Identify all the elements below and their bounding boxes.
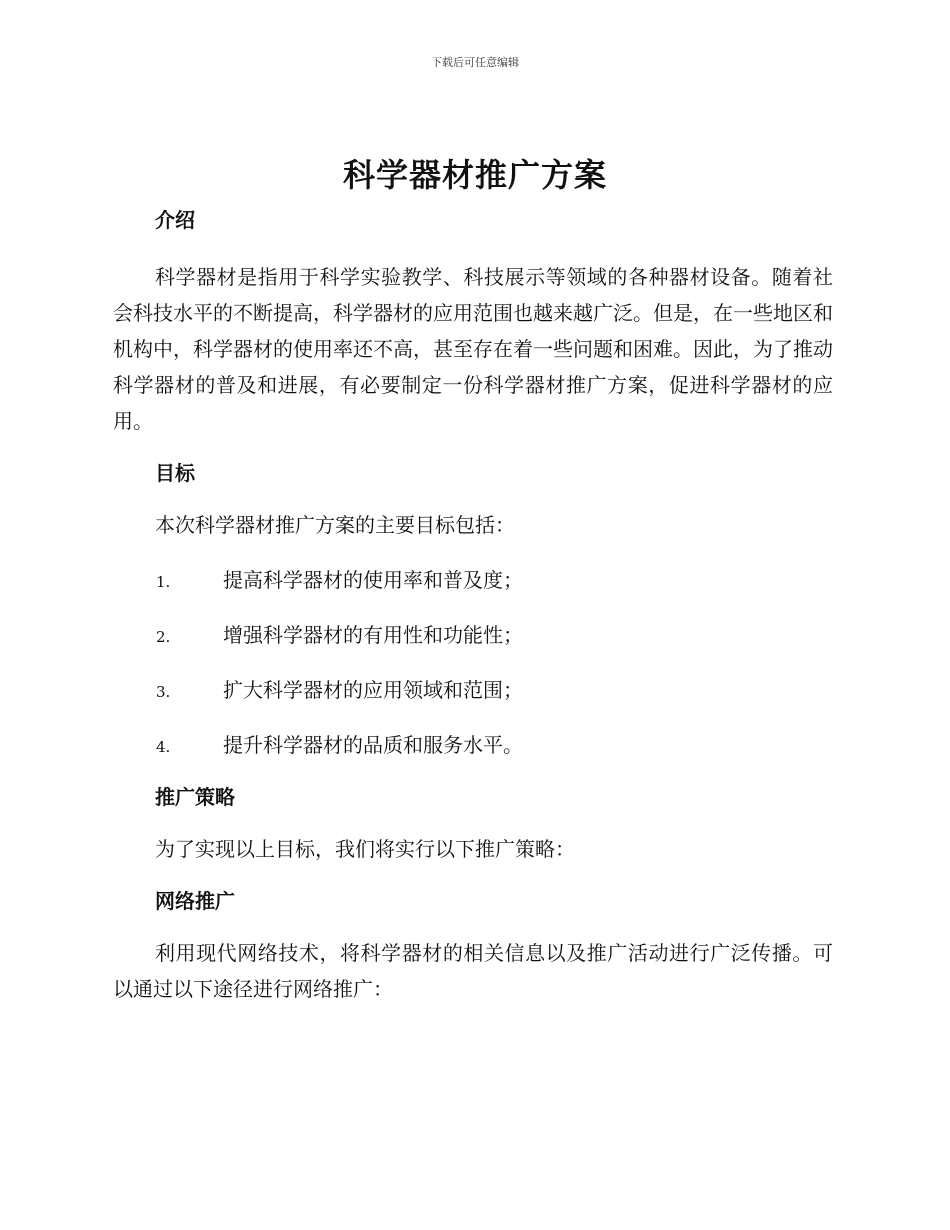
list-item — [113, 672, 833, 708]
list-item-number: 1. — [156, 573, 171, 591]
section-heading-network: 网络推广 — [155, 889, 235, 913]
list-item-text: 增强科学器材的有用性和功能性； — [223, 623, 523, 647]
list-item — [113, 562, 833, 598]
strategy-intro-paragraph: 为了实现以上目标，我们将实行以下推广策略： — [155, 837, 575, 861]
list-item-number: 2. — [156, 628, 171, 646]
goals-list — [113, 562, 833, 763]
list-item — [113, 727, 833, 763]
section-heading-goals: 目标 — [155, 461, 195, 485]
list-item-text: 扩大科学器材的应用领域和范围； — [223, 678, 523, 702]
list-item-number: 3. — [156, 683, 171, 701]
page-header-note: 下载后可任意编辑 — [431, 56, 519, 69]
section-heading-strategy: 推广策略 — [155, 785, 235, 809]
list-item-number: 4. — [156, 738, 171, 756]
section-heading-intro: 介绍 — [155, 208, 195, 232]
list-item-text: 提升科学器材的品质和服务水平。 — [223, 733, 523, 757]
intro-paragraph: 科学器材是指用于科学实验教学、科技展示等领域的各种器材设备。随着社会科技水平的不断提高，科学器材的应用范围也越来越广泛。但是，在一些地区和机构中，科学器材的使用率还不高，甚至存在着一些问题和困难。因此，为了推动科学器材的普及和进展，有必要制定一份科学器材推广方案，促进科学器材的应用。 — [113, 265, 833, 433]
goals-intro-paragraph: 本次科学器材推广方案的主要目标包括： — [155, 513, 515, 537]
list-item — [113, 617, 833, 653]
document-title: 科学器材推广方案 — [342, 156, 607, 194]
network-paragraph: 利用现代网络技术，将科学器材的相关信息以及推广活动进行广泛传播。可以通过以下途径进行网络推广： — [113, 941, 833, 1001]
document-body — [113, 205, 833, 1007]
list-item-text: 提高科学器材的使用率和普及度； — [223, 568, 523, 592]
